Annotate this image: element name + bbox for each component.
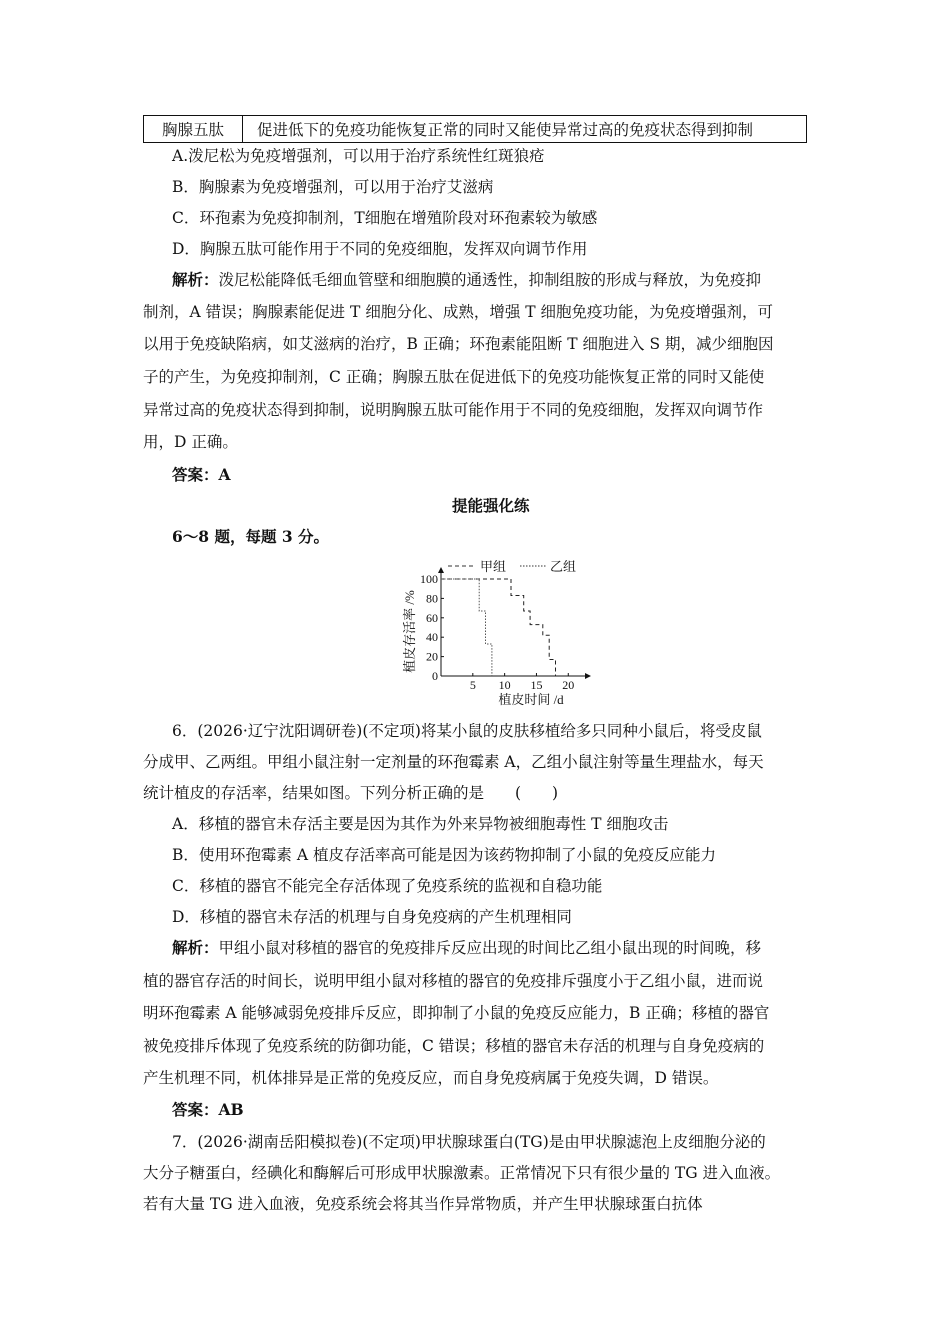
q7-stem-line: 若有大量 TG 进入血液，免疫系统会将其当作异常物质，并产生甲状腺球蛋白抗体 <box>143 1195 703 1213</box>
q6-option-d: D．移植的器官未存活的机理与自身免疫病的产生机理相同 <box>172 908 572 926</box>
q6-stem-line: 分成甲、乙两组。甲组小鼠注射一定剂量的环孢霉素 A，乙组小鼠注射等量生理盐水，每天 <box>143 753 764 771</box>
q5-analysis-line: 异常过高的免疫状态得到抑制，说明胸腺五肽可能作用于不同的免疫细胞，发挥双向调节作 <box>143 401 764 419</box>
q6-analysis-line: 明环孢霉素 A 能够减弱免疫排斥反应，即抑制了小鼠的免疫反应能力，B 正确；移植的器官 <box>143 1004 770 1022</box>
y-tick-label: 40 <box>426 630 438 645</box>
q6-stem-line: 统计植皮的存活率，结果如图。下列分析正确的是 ( ) <box>143 784 559 802</box>
q6-stem-line: 6．(2026·辽宁沈阳调研卷)(不定项)将某小鼠的皮肤移植给多只同种小鼠后，将受皮鼠 <box>172 722 762 740</box>
q6-analysis-line: 植的器官存活的时间长，说明甲组小鼠对移植的器官的免疫排斥强度小于乙组小鼠，进而说 <box>143 972 764 990</box>
q5-option-b: B．胸腺素为免疫增强剂，可以用于治疗艾滋病 <box>172 178 494 196</box>
y-tick-label: 20 <box>426 649 438 664</box>
q7-stem-line: 大分子糖蛋白，经碘化和酶解后可形成甲状腺激素。正常情况下只有很少量的 TG 进入血液。 <box>143 1164 781 1182</box>
q5-analysis-line: 制剂，A 错误；胸腺素能促进 T 细胞分化、成熟，增强 T 细胞免疫功能，为免疫增强剂，可 <box>143 303 774 321</box>
x-tick-label: 5 <box>469 678 476 692</box>
q6-option-b: B．使用环孢霉素 A 植皮存活率高可能是因为该药物抑制了小鼠的免疫反应能力 <box>172 846 716 864</box>
x-axis-arrow <box>585 673 591 679</box>
x-tick-label: 10 <box>498 678 511 692</box>
q5-analysis-first <box>172 270 761 290</box>
data-table-row <box>143 115 807 143</box>
series-line-2 <box>441 579 492 676</box>
q6-analysis-line: 被免疫排斥体现了免疫系统的防御功能，C 错误；移植的器官未存活的机理与自身免疫病的 <box>143 1037 765 1055</box>
chart-series <box>441 579 556 676</box>
chart-axes <box>438 567 591 679</box>
x-axis-label: 植皮时间 /d <box>498 692 564 707</box>
q6-analysis-line: 产生机理不同，机体排异是正常的免疫反应，而自身免疫病属于免疫失调，D 错误。 <box>143 1069 719 1087</box>
q5-option-d: D．胸腺五肽可能作用于不同的免疫细胞，发挥双向调节作用 <box>172 240 588 258</box>
q6-answer: 答案：AB <box>172 1100 244 1119</box>
q5-option-c: C．环孢素为免疫抑制剂，T细胞在增殖阶段对环孢素较为敏感 <box>172 209 598 227</box>
y-tick-label: 60 <box>426 610 438 625</box>
y-tick-label: 100 <box>420 572 438 586</box>
table-cell-name: 胸腺五肽 <box>144 116 243 142</box>
analysis-text: 泼尼松能降低毛细血管壁和细胞膜的通透性，抑制组胺的形成与释放，为免疫抑 <box>218 271 762 289</box>
q6-option-a: A．移植的器官未存活主要是因为其作为外来异物被细胞毒性 T 细胞攻击 <box>172 815 669 833</box>
legend-label-2: 乙组 <box>550 559 577 574</box>
legend-label-1: 甲组 <box>480 559 507 574</box>
q7-stem-line: 7．(2026·湖南岳阳模拟卷)(不定项)甲状腺球蛋白(TG)是由甲状腺滤泡上皮细胞分泌的 <box>172 1133 766 1151</box>
section-title: 提能强化练 <box>452 496 530 515</box>
q5-analysis-line: 用，D 正确。 <box>143 433 238 451</box>
y-axis-label: 植皮存活率 /% <box>402 590 417 673</box>
y-tick-label: 80 <box>426 591 438 606</box>
series-line-1 <box>441 579 556 676</box>
survival-chart <box>398 552 598 712</box>
table-cell-effect: 促进低下的免疫功能恢复正常的同时又能使异常过高的免疫状态得到抑制 <box>257 121 754 139</box>
q5-analysis-line: 子的产生，为免疫抑制剂，C 正确；胸腺五肽在促进低下的免疫功能恢复正常的同时又能使 <box>143 368 765 386</box>
q5-option-a: A.泼尼松为免疫增强剂，可以用于治疗系统性红斑狼疮 <box>172 147 545 165</box>
y-axis-arrow <box>438 567 444 573</box>
q6-option-c: C．移植的器官不能完全存活体现了免疫系统的监视和自稳功能 <box>172 877 603 895</box>
analysis-label: 解析： <box>172 938 219 957</box>
y-tick-label: 0 <box>432 669 438 683</box>
analysis-text: 甲组小鼠对移植的器官的免疫排斥反应出现的时间比乙组小鼠出现的时间晚，移 <box>218 939 762 957</box>
analysis-label: 解析： <box>172 270 219 289</box>
chart-labels <box>402 559 576 707</box>
x-tick-label: 20 <box>562 678 575 692</box>
section-note: 6～8 题，每题 3 分。 <box>172 527 330 546</box>
q5-analysis-line: 以用于免疫缺陷病，如艾滋病的治疗，B 正确；环孢素能阻断 T 细胞进入 S 期，减少细胞因 <box>143 335 774 353</box>
q6-analysis-first <box>172 938 761 958</box>
x-tick-label: 15 <box>530 678 543 692</box>
q5-answer: 答案：A <box>172 465 231 484</box>
